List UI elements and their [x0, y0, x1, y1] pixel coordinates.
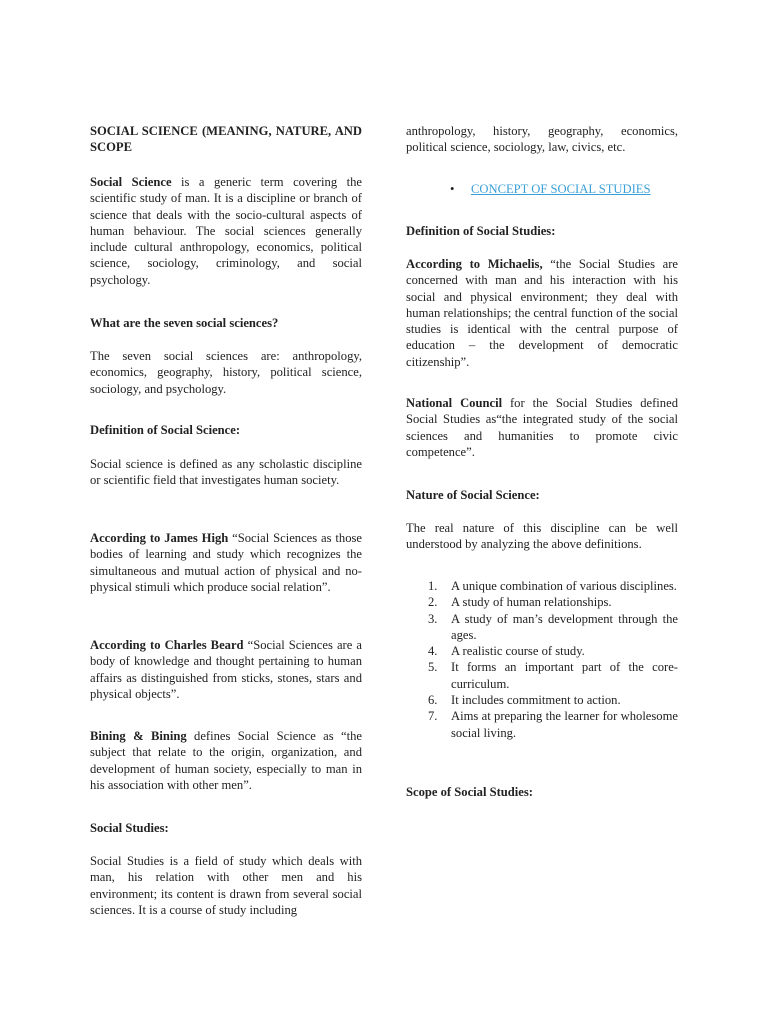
list-item: [406, 692, 678, 708]
social-studies-continuation: anthropology, history, geography, economics, political science, sociology, law, civics, etc.: [406, 124, 678, 155]
bining-text: defines Social Science as “the subject that relate to the origin, organization, and development of human society, especially to man in his association with other men”.: [90, 729, 362, 792]
charles-beard-quote: [90, 637, 362, 702]
charles-beard-text: “Social Sciences are a body of knowledge and thought pertaining to human affairs as distinguished from sticks, stones, stars and physical objects”.: [90, 638, 362, 701]
document-title: SOCIAL SCIENCE (MEANING, NATURE, AND SCOPE: [90, 124, 362, 155]
definition-text: Social science is defined as any scholastic discipline or scientific field that investigates human society.: [90, 457, 362, 488]
seven-sciences-text: The seven social sciences are: anthropology, economics, geography, history, political science, sociology, and psychology.: [90, 349, 362, 396]
list-item-text: A unique combination of various disciplines.: [451, 579, 677, 593]
list-item-text: It forms an important part of the core-curriculum.: [451, 660, 678, 691]
list-item-number: 5.: [428, 660, 438, 675]
james-high-name: According to James High: [90, 531, 229, 545]
intro-paragraph: [90, 174, 362, 288]
nature-list: [406, 578, 678, 741]
social-studies-definition-heading: Definition of Social Studies:: [406, 224, 556, 238]
list-item-text: It includes commitment to action.: [451, 693, 621, 708]
intro-term: Social Science: [90, 175, 172, 189]
list-item-number: 2.: [428, 595, 438, 610]
scope-heading: Scope of Social Studies:: [406, 785, 533, 799]
list-item-number: 1.: [428, 579, 438, 593]
national-council-name: National Council: [406, 396, 503, 410]
james-high-quote: [90, 530, 362, 595]
bining-name: Bining & Bining: [90, 729, 187, 743]
list-item-number: 3.: [428, 611, 438, 626]
definition-heading: Definition of Social Science:: [90, 423, 241, 437]
intro-text: is a generic term covering the scientific study of man. It is a discipline or branch of science that deals with the socio-cultural aspects of human behaviour. The social sciences generally include cultural anthropology, economics, political science, sociology, criminology, and social psychology.: [90, 175, 363, 287]
list-item-text: Aims at preparing the learner for wholesome social living.: [451, 709, 678, 740]
social-studies-heading: Social Studies:: [90, 821, 169, 835]
bining-quote: [90, 728, 362, 793]
list-item-text: A realistic course of study.: [451, 644, 585, 659]
social-studies-text: Social Studies is a field of study which deals with man, his relation with other men and his environment; its content is drawn from several social sciences. It is a course of study including: [90, 854, 362, 917]
bullet-dot-icon: •: [450, 182, 455, 196]
list-item: [406, 594, 678, 610]
nature-intro: The real nature of this discipline can be well understood by analyzing the above definitions.: [406, 521, 678, 552]
list-item: [406, 578, 678, 594]
list-item: [406, 708, 678, 741]
list-item-number: 7.: [428, 709, 438, 724]
list-item-number: 4.: [428, 644, 438, 659]
michaelis-name: According to Michaelis,: [406, 257, 543, 271]
national-council-text: for the Social Studies defined Social Studies as“the integrated study of the social sciences and humanities to promote civic competence”.: [406, 396, 678, 459]
list-item-number: 6.: [428, 693, 438, 708]
james-high-text: “Social Sciences as those bodies of learning and study which recognizes the simultaneous and mutual action of physical and no-physical stimuli which produce social relation”.: [90, 531, 363, 594]
seven-sciences-heading: What are the seven social sciences?: [90, 316, 279, 330]
national-council-quote: [406, 395, 678, 460]
list-item-text: A study of man’s development through the ages.: [451, 611, 678, 642]
charles-beard-name: According to Charles Beard: [90, 638, 244, 652]
concept-of-social-studies-link[interactable]: CONCEPT OF SOCIAL STUDIES: [471, 182, 651, 196]
list-item: [406, 611, 678, 644]
list-item: [406, 659, 678, 692]
michaelis-text: “the Social Studies are concerned with man and his interaction with his social and physical environment; they deal with human relationships; the central function of the social studies is identical with the central purpose of education – the development of democratic citizenship”.: [406, 257, 678, 369]
list-item-text: A study of human relationships.: [451, 595, 612, 610]
michaelis-quote: [406, 256, 678, 370]
list-item: [406, 643, 678, 659]
nature-heading: Nature of Social Science:: [406, 488, 540, 502]
